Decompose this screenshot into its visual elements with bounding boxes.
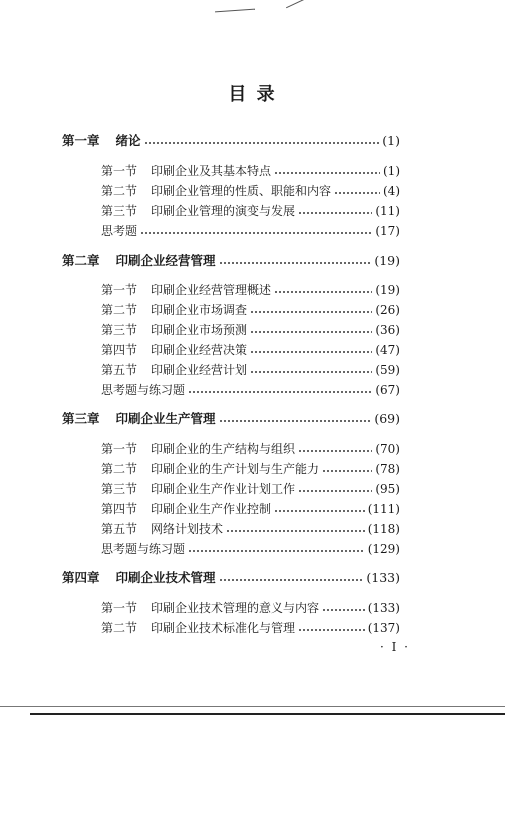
toc-entry-page: (1) — [383, 164, 400, 178]
toc-entry-title: 印刷企业经营决策 — [151, 343, 248, 357]
toc-entry-page: (47) — [375, 343, 400, 357]
dot-leader — [226, 530, 365, 532]
toc-entry-title: 印刷企业经营管理 — [115, 253, 216, 268]
toc-entry-title: 印刷企业市场预测 — [151, 323, 248, 337]
dot-leader — [298, 212, 372, 214]
dot-leader — [188, 391, 372, 393]
toc-section-row — [101, 342, 400, 358]
toc-entry-title: 印刷企业生产作业控制 — [151, 502, 272, 516]
toc-entry-number: 第三节 — [101, 323, 138, 337]
toc-entry-title: 网络计划技术 — [151, 522, 224, 536]
toc-section-row — [101, 163, 400, 179]
toc-entry-number: 第二节 — [101, 184, 138, 198]
dot-leader — [298, 629, 365, 631]
toc-entry-title: 思考题与练习题 — [101, 542, 186, 556]
toc-section-row — [101, 600, 400, 616]
toc-entry-page: (137) — [367, 621, 400, 635]
toc-chapter-row — [62, 411, 400, 427]
toc-entry-number: 第四节 — [101, 343, 138, 357]
toc-entry-title: 印刷企业生产作业计划工作 — [151, 482, 296, 496]
toc-chapter-row — [62, 253, 400, 269]
toc-entry-page: (36) — [375, 323, 400, 337]
toc-entry-number: 第二节 — [101, 462, 138, 476]
toc-entry-page: (133) — [367, 601, 400, 615]
dot-leader — [140, 232, 372, 234]
toc-entry-number: 第一节 — [101, 164, 138, 178]
toc-entry-page: (133) — [366, 570, 400, 585]
dot-leader — [250, 311, 372, 313]
dot-leader — [274, 510, 365, 512]
toc-section-row — [101, 302, 400, 318]
toc-entry-title: 印刷企业经营管理概述 — [151, 283, 272, 297]
dot-leader — [250, 371, 372, 373]
toc-section-row — [101, 481, 400, 497]
toc-entry-title: 印刷企业技术管理 — [115, 570, 216, 585]
toc-entry-title: 印刷企业的生产计划与生产能力 — [151, 462, 320, 476]
dot-leader — [250, 351, 372, 353]
toc-entry-number: 第四节 — [101, 502, 138, 516]
toc-entry-title: 印刷企业的生产结构与组织 — [151, 442, 296, 456]
toc-entry-page: (4) — [383, 184, 400, 198]
toc-entry-title: 印刷企业市场调查 — [151, 303, 248, 317]
toc-entry-title: 思考题与练习题 — [101, 383, 186, 397]
toc-entry-page: (1) — [382, 133, 400, 148]
toc-section-row — [101, 203, 400, 219]
dot-leader — [219, 420, 372, 422]
toc-entry-number: 第五节 — [101, 522, 138, 536]
toc-section-row — [101, 620, 400, 636]
toc-chapter-row — [62, 133, 400, 149]
toc-entry-page: (95) — [375, 482, 400, 496]
toc-entry-number: 第二节 — [101, 303, 138, 317]
toc-section-row — [101, 521, 400, 537]
toc-entry-page: (78) — [375, 462, 400, 476]
toc-chapter-row — [62, 570, 400, 586]
dot-leader — [298, 490, 372, 492]
dot-leader — [322, 470, 372, 472]
toc-entry-page: (70) — [375, 442, 400, 456]
toc-entry-number: 第一节 — [101, 283, 138, 297]
toc-entry-title: 印刷企业管理的性质、职能和内容 — [151, 184, 332, 198]
dot-leader — [219, 579, 364, 581]
page-title: 目 录 — [228, 84, 277, 105]
toc-entry-title: 印刷企业生产管理 — [115, 411, 216, 426]
toc-section-row — [101, 282, 400, 298]
toc-section-row — [101, 441, 400, 457]
dot-leader — [274, 291, 372, 293]
toc-entry-page: (59) — [375, 363, 400, 377]
toc-entry-page: (118) — [367, 522, 400, 536]
dot-leader — [188, 550, 365, 552]
page-number-footer: · I · — [380, 640, 410, 654]
toc-entry-number: 第五节 — [101, 363, 138, 377]
toc-entry-title: 印刷企业技术管理的意义与内容 — [151, 601, 320, 615]
toc-section-row — [101, 461, 400, 477]
toc-entry-page: (129) — [367, 542, 400, 556]
toc-entry-number: 第三章 — [62, 411, 100, 426]
toc-section-row — [101, 362, 400, 378]
toc-entry-title: 印刷企业经营计划 — [151, 363, 248, 377]
toc-entry-number: 第一节 — [101, 442, 138, 456]
dot-leader — [298, 450, 372, 452]
dot-leader — [144, 142, 380, 144]
toc-exercise-row — [101, 382, 400, 398]
toc-entry-page: (67) — [375, 383, 400, 397]
toc-exercise-row — [101, 541, 400, 557]
toc-section-row — [101, 501, 400, 517]
toc-section-row — [101, 183, 400, 199]
toc-entry-page: (11) — [375, 204, 400, 218]
toc-entry-number: 第一节 — [101, 601, 138, 615]
toc-entry-number: 第二章 — [62, 253, 100, 268]
toc-entry-number: 第三节 — [101, 482, 138, 496]
toc-entry-number: 第二节 — [101, 621, 138, 635]
toc-entry-number: 第三节 — [101, 204, 138, 218]
toc-entry-page: (26) — [375, 303, 400, 317]
toc-entry-page: (19) — [375, 283, 400, 297]
dot-leader — [219, 262, 372, 264]
toc-exercise-row — [101, 223, 400, 239]
toc-entry-page: (111) — [367, 502, 400, 516]
toc-entry-page: (69) — [374, 411, 400, 426]
toc-entry-title: 绪论 — [115, 133, 141, 148]
toc-entry-title: 印刷企业及其基本特点 — [151, 164, 272, 178]
toc-entry-title: 印刷企业管理的演变与发展 — [151, 204, 296, 218]
toc-entry-number: 第四章 — [62, 570, 100, 585]
toc-entry-title: 思考题 — [101, 224, 138, 238]
dot-leader — [274, 172, 380, 174]
toc-entry-title: 印刷企业技术标准化与管理 — [151, 621, 296, 635]
toc-entry-page: (19) — [374, 253, 400, 268]
toc-entry-page: (17) — [375, 224, 400, 238]
dot-leader — [334, 192, 380, 194]
dot-leader — [250, 331, 372, 333]
toc-section-row — [101, 322, 400, 338]
toc-entry-number: 第一章 — [62, 133, 100, 148]
dot-leader — [322, 609, 365, 611]
